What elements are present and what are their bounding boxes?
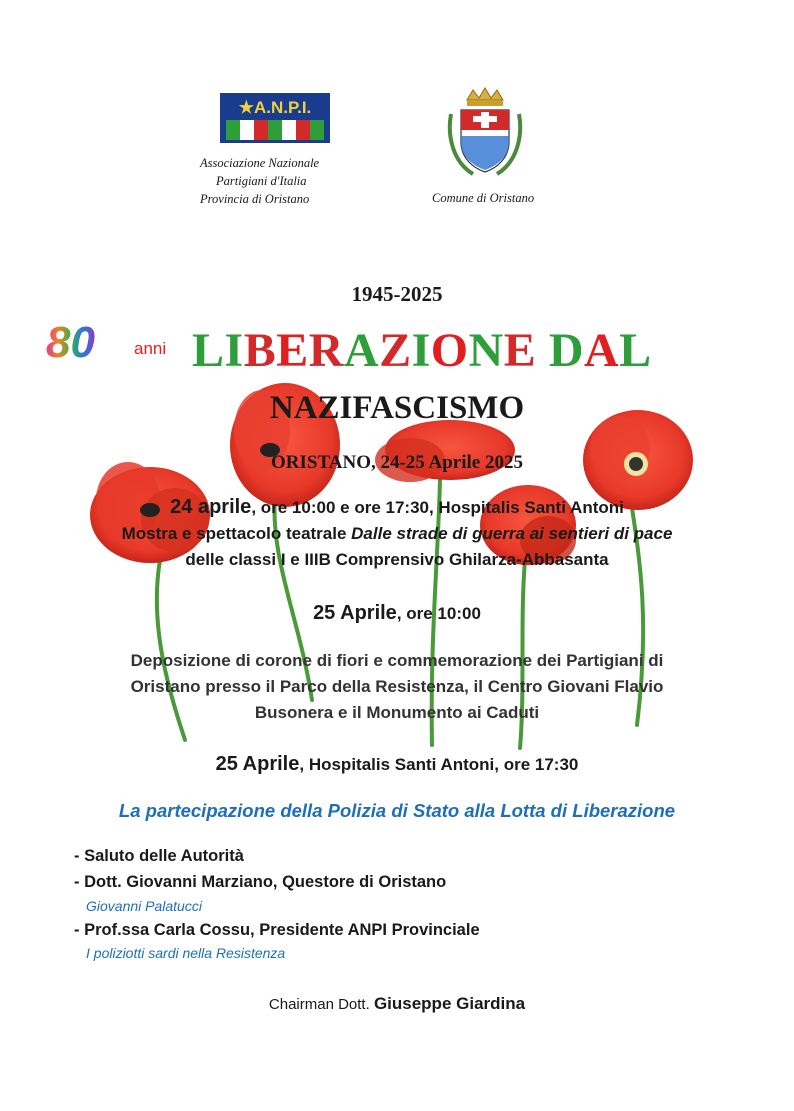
chairman-name: Giuseppe Giardina [373,994,526,1013]
event3-date: 25 Aprile [215,753,300,775]
event1-rest: , ore 10:00 e ore 17:30, Hospitalis Santi Antoni [251,498,624,517]
anni-label: anni [134,339,167,358]
title-letter: N [468,324,504,377]
event2-rest: , ore 10:00 [396,604,481,623]
title-line-1 [192,323,652,378]
title-letter: A [583,324,620,377]
title-letter: L [192,324,225,377]
anpi-line-1: Associazione Nazionale [200,156,320,170]
program-item-2-sub: Giovanni Palatucci [86,898,202,914]
title-letter: D [548,324,584,377]
event2-text [40,648,754,726]
event3-rest: , Hospitalis Santi Antoni, ore 17:30 [299,755,579,774]
eighty-number: 80 [46,318,95,367]
program-item-3-sub: I poliziotti sardi nella Resistenza [86,945,286,961]
years: 1945-2025 [351,282,443,306]
event2-text-1: Deposizione di corone di fiori e commemorazione dei Partigiani di [130,651,664,670]
anpi-logo-text: ★A.N.P.I. [238,98,312,117]
event2-text-2: Oristano presso il Parco della Resistenza, il Centro Giovani Flavio [130,677,664,696]
title-letter: I [224,324,244,377]
program-subtitle: La partecipazione della Polizia di Stato alla Lotta di Liberazione [118,800,676,821]
comune-crest [443,86,527,182]
title-letter: Z [379,324,412,377]
anpi-label [200,154,319,208]
chairman-line [0,994,794,1014]
event2-line1 [40,602,754,625]
city-dates: ORISTANO, 24-25 Aprile 2025 [271,452,523,473]
title-letter: E [503,324,537,377]
event2-text-3: Busonera e il Monumento ai Caduti [254,703,540,722]
title-letter: L [619,324,652,377]
eighty-badge [46,318,95,368]
chairman-prefix: Chairman Dott. [268,996,374,1013]
title-letter: B [243,324,277,377]
program-item-1: - Saluto delle Autorità [74,847,244,865]
event1-line1 [40,496,754,519]
title-letter: R [308,324,344,377]
event1-date: 24 aprile [170,496,252,518]
anpi-line-3: Provincia di Oristano [200,192,310,206]
event1-desc: Mostra e spettacolo teatrale [121,524,352,543]
anpi-line-2: Partigiani d'Italia [216,174,307,188]
event1-show-title: Dalle strade di guerra ai sentieri di pace [351,524,673,543]
anpi-logo [220,93,330,143]
comune-label: Comune di Oristano [432,191,535,205]
title-line-2: NAZIFASCISMO [269,390,525,426]
program-item-2: - Dott. Giovanni Marziano, Questore di Oristano [74,873,447,891]
title-letter: E [276,324,309,377]
title-letter: O [430,324,469,377]
event3-line1 [40,753,754,776]
event1-line3: delle classi I e IIIB Comprensivo Ghilarza-Abbasanta [185,550,609,569]
title-letter [536,324,549,377]
title-letter: A [343,324,380,377]
program-item-3: - Prof.ssa Carla Cossu, Presidente ANPI Provinciale [74,921,480,939]
title-letter: I [411,324,431,377]
event2-date: 25 Aprile [313,602,397,624]
event1-line2 [40,524,754,544]
